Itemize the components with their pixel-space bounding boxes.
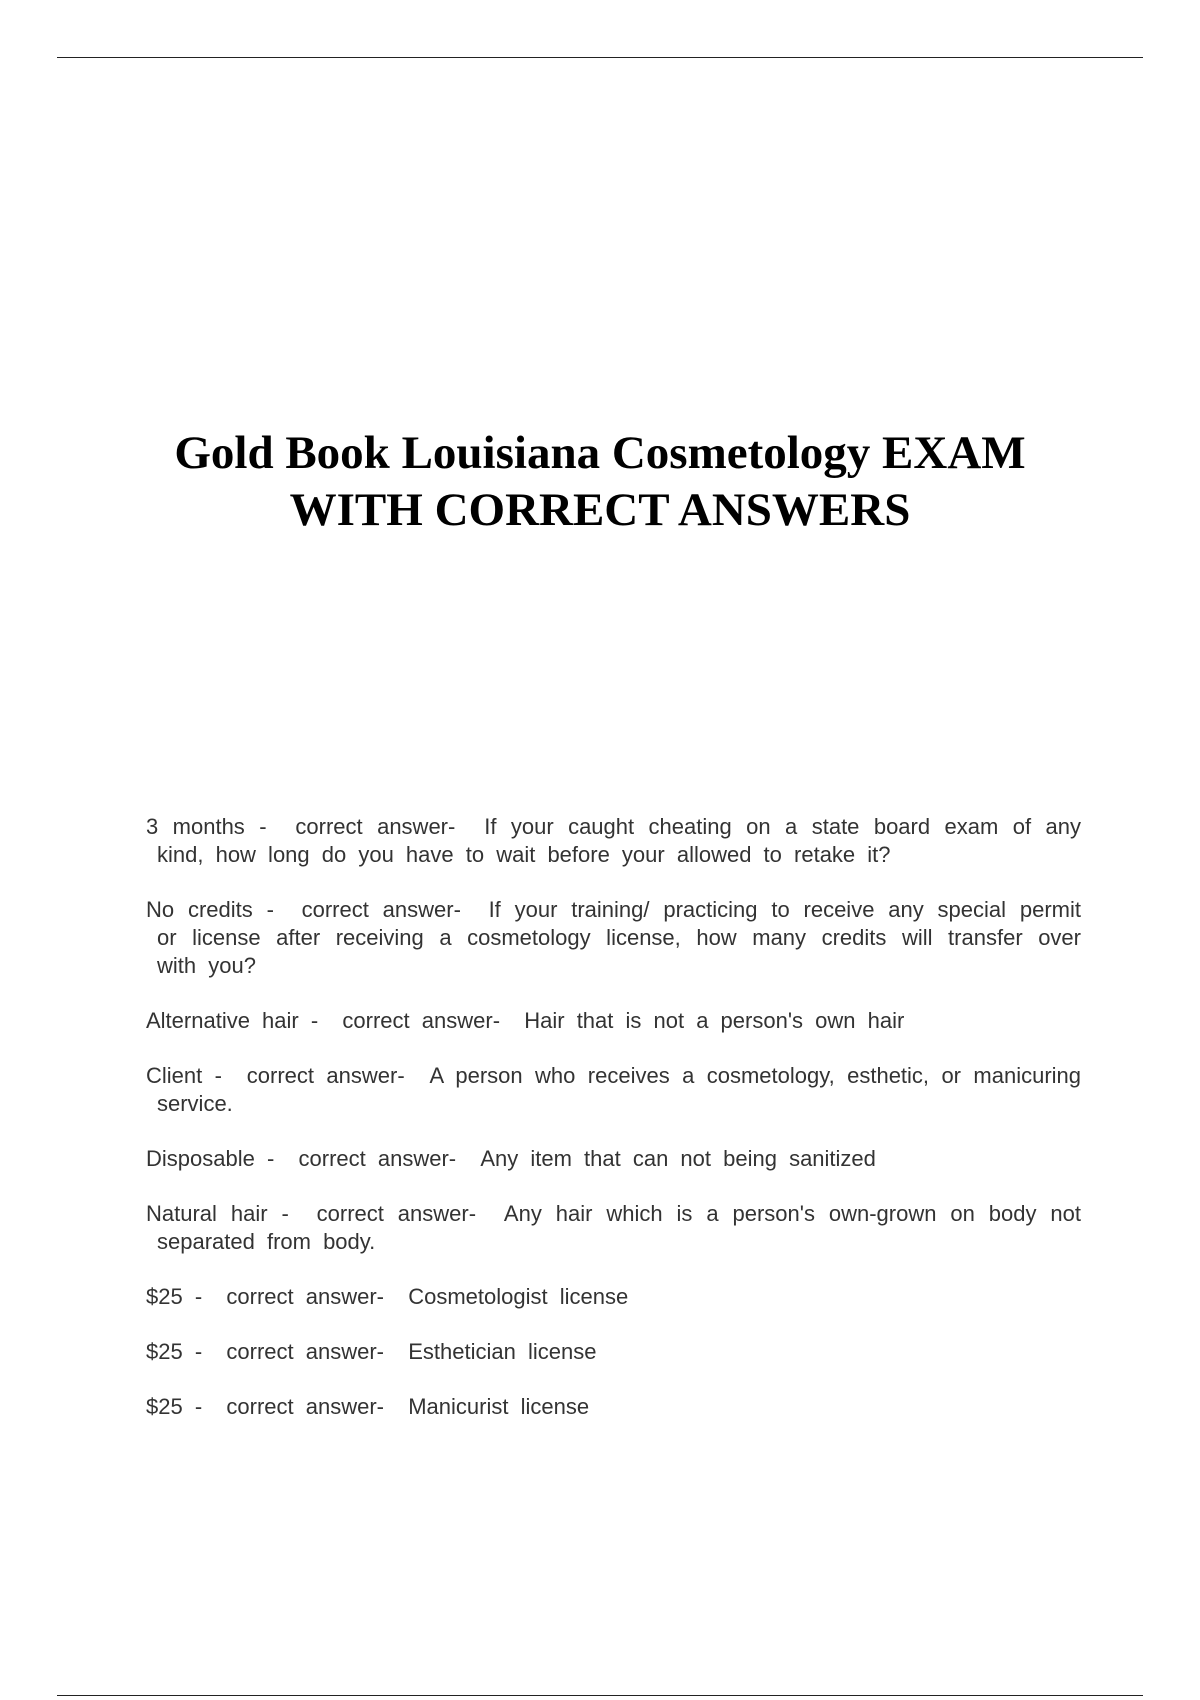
qa-answer: Alternative hair: [146, 1008, 299, 1033]
qa-item: Disposable - correct answer- Any item that can not being sanitized: [146, 1146, 876, 1171]
qa-item: $25 - correct answer- Esthetician license: [146, 1339, 597, 1364]
qa-question: Hair that is not a person's own hair: [524, 1008, 905, 1033]
qa-item: 3 months - correct answer- If your caught cheating on a state board exam of any kind, how long do you have to wait before your allowed to retake it?: [146, 814, 1081, 867]
qa-item: Client - correct answer- A person who receives a cosmetology, esthetic, or manicuring service.: [146, 1063, 1082, 1116]
qa-item: Natural hair - correct answer- Any hair which is a person's own-grown on body not separated from body.: [146, 1201, 1082, 1254]
qa-answer: Disposable: [146, 1146, 255, 1171]
qa-list: [146, 813, 1081, 1448]
qa-item: No credits - correct answer- If your training/ practicing to receive any special permit or license after receiving a cosmetology license, how many credits will transfer over with you?: [146, 897, 1081, 978]
qa-answer: $25: [146, 1284, 183, 1309]
qa-answer: Natural hair: [146, 1201, 268, 1226]
qa-answer: $25: [146, 1394, 183, 1419]
qa-question: Cosmetologist license: [408, 1284, 629, 1309]
qa-label: correct answer-: [246, 1063, 405, 1088]
qa-question: If your training/ practicing to receive any special permit or license after receiving a cosmetology license, how many credits will transfer over with you?: [157, 897, 1081, 978]
qa-item: $25 - correct answer- Manicurist license: [146, 1394, 590, 1419]
qa-label: correct answer-: [295, 814, 456, 839]
bottom-rule: [57, 1695, 1143, 1696]
qa-question: Any hair which is a person's own-grown on body not separated from body.: [157, 1201, 1082, 1254]
qa-answer: Client: [146, 1063, 203, 1088]
qa-item: Alternative hair - correct answer- Hair that is not a person's own hair: [146, 1008, 905, 1033]
title-line-1: Gold Book Louisiana Cosmetology EXAM: [174, 427, 1026, 479]
qa-label: correct answer-: [316, 1201, 477, 1226]
qa-question: A person who receives a cosmetology, esthetic, or manicuring service.: [157, 1063, 1082, 1116]
qa-question: If your caught cheating on a state board exam of any kind, how long do you have to wait before your allowed to retake it?: [157, 814, 1081, 867]
qa-label: correct answer-: [226, 1284, 384, 1309]
qa-answer: No credits: [146, 897, 253, 922]
qa-question: Manicurist license: [408, 1394, 590, 1419]
qa-label: correct answer-: [301, 897, 461, 922]
qa-answer: $25: [146, 1339, 183, 1364]
qa-label: correct answer-: [298, 1146, 457, 1171]
top-rule: [57, 57, 1143, 58]
qa-question: Any item that can not being sanitized: [480, 1146, 876, 1171]
qa-item: $25 - correct answer- Cosmetologist license: [146, 1284, 629, 1309]
qa-question: Esthetician license: [408, 1339, 597, 1364]
qa-label: correct answer-: [226, 1394, 384, 1419]
title-line-2: WITH CORRECT ANSWERS: [289, 484, 911, 536]
document-title: [100, 425, 1100, 539]
qa-answer: 3 months: [146, 814, 245, 839]
qa-label: correct answer-: [226, 1339, 384, 1364]
qa-label: correct answer-: [342, 1008, 501, 1033]
